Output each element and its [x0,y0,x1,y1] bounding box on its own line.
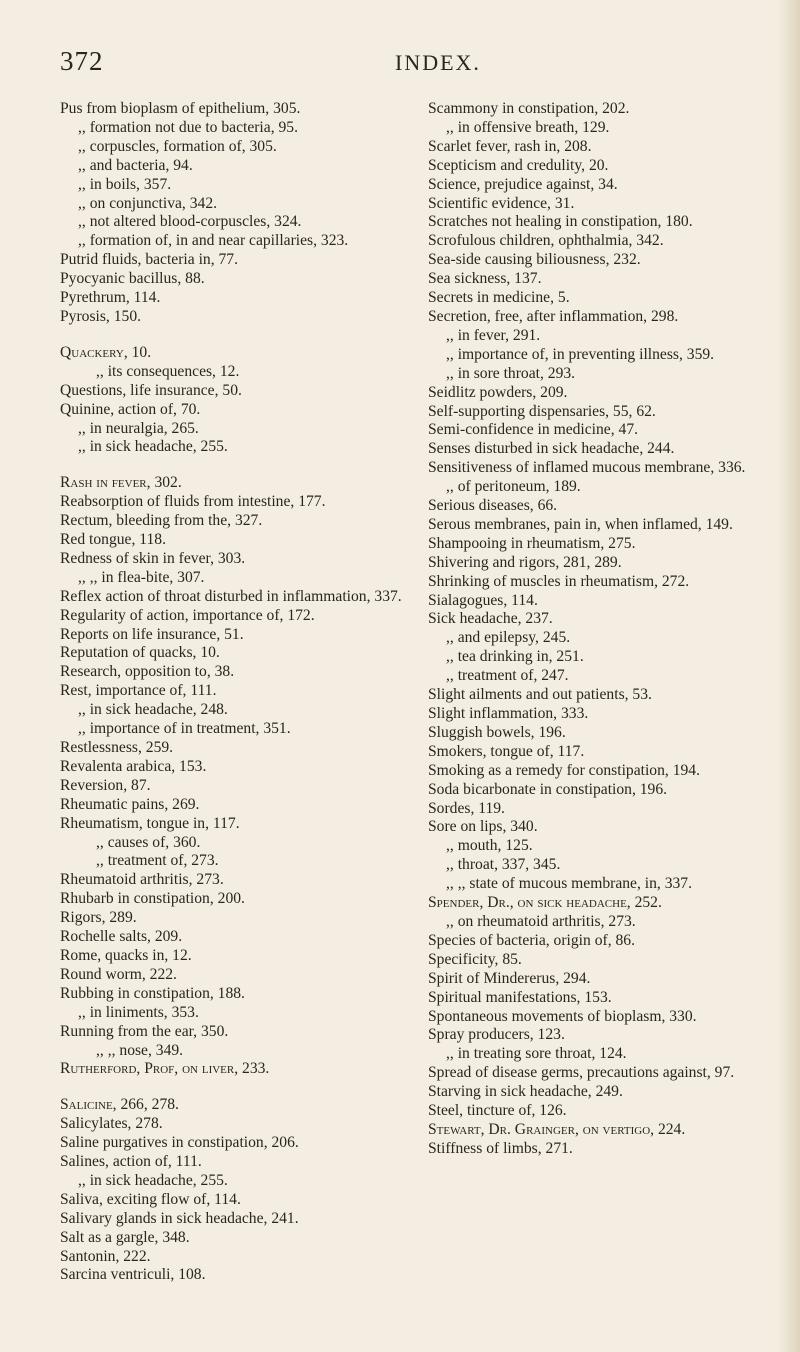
index-entry: Stiffness of limbs, 271. [428,1139,573,1157]
index-entry: Sick headache, 237. [428,610,553,628]
index-entry: Sarcina ventriculi, 108. [60,1266,206,1284]
index-column-left [60,100,412,1285]
index-entry: Steel, tincture of, 126. [428,1102,567,1120]
index-entry: ,, on conjunctiva, 342. [78,194,218,212]
index-entry: Salicine, 266, 278. [60,1096,179,1114]
index-entry: Rigors, 289. [60,909,137,927]
index-entry: Research, opposition to, 38. [60,663,235,681]
index-entry: Pyocyanic bacillus, 88. [60,270,205,288]
index-entry: ,, not altered blood-corpuscles, 324. [78,213,302,231]
index-entry: Soda bicarbonate in constipation, 196. [428,780,668,798]
index-entry: Rash in fever, 302. [60,474,182,492]
index-entry: Rheumatoid arthritis, 273. [60,871,224,889]
index-entry: ,, throat, 337, 345. [446,856,561,874]
index-entry: ,, in sick headache, 248. [78,701,228,719]
running-head: INDEX. [395,50,481,75]
index-entry: Rhubarb in constipation, 200. [60,890,245,908]
index-entry: Secrets in medicine, 5. [428,289,570,307]
index-entry: Regularity of action, importance of, 172. [60,606,315,624]
index-entry: Reabsorption of fluids from intestine, 177. [60,493,326,511]
index-entry: Serous membranes, pain in, when inflamed, 149. [428,515,733,533]
index-entry: ,, treatment of, 273. [96,852,219,870]
index-entry: Scepticism and credulity, 20. [428,156,609,174]
index-entry: Rutherford, Prof, on liver, 233. [60,1060,270,1078]
page-number: 372 [60,46,104,76]
index-entry: ,, and epilepsy, 245. [446,629,571,647]
index-entry: Sea sickness, 137. [428,270,542,288]
index-entry: Scrofulous children, ophthalmia, 342. [428,232,664,250]
index-entry: Scammony in constipation, 202. [428,100,630,117]
index-entry: Science, prejudice against, 34. [428,175,618,193]
index-entry: Reflex action of throat disturbed in inflammation, 337. [60,587,402,605]
index-entry: ,, formation of, in and near capillaries, 323. [78,232,349,250]
index-entry: Semi-confidence in medicine, 47. [428,421,639,439]
index-entry: Sialagogues, 114. [428,591,538,609]
index-entry: ,, in sore throat, 293. [446,364,576,382]
index-entry: Rome, quacks in, 12. [60,946,192,964]
index-entry: Red tongue, 118. [60,531,166,549]
index-entry: Salines, action of, 111. [60,1153,202,1171]
index-entry: Spread of disease germs, precautions against, 97. [428,1064,735,1082]
index-entry: Serious diseases, 66. [428,497,558,515]
index-entry: Secretion, free, after inflammation, 298. [428,307,679,325]
index-entry: Rubbing in constipation, 188. [60,984,245,1002]
index-entry: Running from the ear, 350. [60,1022,229,1040]
index-entry: Quinine, action of, 70. [60,400,201,418]
index-entry: ,, in liniments, 353. [78,1003,199,1021]
index-entry: Shivering and rigors, 281, 289. [428,553,622,571]
index-entry: Pus from bioplasm of epithelium, 305. [60,100,301,117]
page-edge-shadow [778,0,800,1352]
index-entry: ,, importance of, in preventing illness, 359. [446,345,715,363]
index-entry: Rheumatic pains, 269. [60,795,200,813]
index-entry: Saline purgatives in constipation, 206. [60,1134,299,1152]
index-entry: Slight inflammation, 333. [428,705,589,722]
index-entry: Senses disturbed in sick headache, 244. [428,440,675,458]
index-entry: Reports on life insurance, 51. [60,625,244,643]
index-entry: ,, in sick headache, 255. [78,1171,228,1189]
index-entry: ,, tea drinking in, 251. [446,648,584,666]
index-entry: ,, mouth, 125. [446,837,533,855]
index-entry: Questions, life insurance, 50. [60,381,242,399]
index-entry: Sensitiveness of inflamed mucous membrane, 336. [428,459,746,477]
index-entry: Santonin, 222. [60,1247,151,1265]
page-header [60,46,750,86]
index-entry: Rheumatism, tongue in, 117. [60,814,240,832]
index-entry: Shampooing in rheumatism, 275. [428,534,636,552]
index-entry: Redness of skin in fever, 303. [60,549,246,567]
index-entry: Sordes, 119. [428,799,505,817]
index-entry: Slight ailments and out patients, 53. [428,686,652,704]
index-entry: Specificity, 85. [428,950,522,968]
index-entry: Starving in sick headache, 249. [428,1083,623,1101]
index-entry: Salt as a gargle, 348. [60,1228,190,1246]
index-entry: Spontaneous movements of bioplasm, 330. [428,1007,697,1025]
index-entry: Reversion, 87. [60,776,151,794]
index-entry: Restlessness, 259. [60,739,174,756]
index-entry: ,, in sick headache, 255. [78,438,228,456]
index-entry: ,, ,, nose, 349. [96,1041,184,1059]
index-entry: ,, its consequences, 12. [96,362,240,380]
index-entry: ,, in treating sore throat, 124. [446,1045,627,1063]
index-entry: Spender, Dr., on sick headache, 252. [428,894,662,912]
index-entry: Stewart, Dr. Grainger, on vertigo, 224. [428,1120,686,1138]
index-entry: Sluggish bowels, 196. [428,723,566,741]
index-entry: Revalenta arabica, 153. [60,757,207,775]
index-entry: Smoking as a remedy for constipation, 194. [428,761,700,779]
index-entry: ,, on rheumatoid arthritis, 273. [446,912,636,930]
index-entry: Spirit of Mindererus, 294. [428,969,591,987]
index-entry: Rectum, bleeding from the, 327. [60,512,263,530]
index-entry: Putrid fluids, bacteria in, 77. [60,251,238,269]
index-entry: ,, ,, state of mucous membrane, in, 337. [446,875,692,893]
index-entry: ,, corpuscles, formation of, 305. [78,137,277,155]
index-entry: Rochelle salts, 209. [60,928,183,946]
index-entry: Shrinking of muscles in rheumatism, 272. [428,572,690,590]
index-entry: ,, in boils, 357. [78,175,172,193]
index-entry: Pyrosis, 150. [60,307,142,325]
index-entry: ,, importance of in treatment, 351. [78,720,291,738]
index-entry: Rest, importance of, 111. [60,682,217,700]
index-entry: ,, treatment of, 247. [446,667,569,685]
index-entry: Seidlitz powders, 209. [428,383,568,401]
index-entry: ,, causes of, 360. [96,833,201,851]
index-entry: ,, of peritoneum, 189. [446,478,581,496]
index-entry: Salicylates, 278. [60,1115,163,1133]
index-entry: Round worm, 222. [60,965,177,983]
index-column-right [428,100,783,1159]
index-entry: Smokers, tongue of, 117. [428,742,585,760]
index-entry: Sea-side causing biliousness, 232. [428,251,641,269]
index-entry: Saliva, exciting flow of, 114. [60,1190,241,1208]
index-entry: ,, ,, in flea-bite, 307. [78,568,205,586]
index-entry: ,, formation not due to bacteria, 95. [78,118,298,136]
index-entry: Quackery, 10. [60,343,152,361]
index-entry: Spray producers, 123. [428,1026,565,1044]
index-entry: Self-supporting dispensaries, 55, 62. [428,402,656,420]
index-entry: Species of bacteria, origin of, 86. [428,931,635,949]
index-entry: ,, and bacteria, 94. [78,156,193,174]
index-entry: Sore on lips, 340. [428,818,538,836]
index-entry: Scientific evidence, 31. [428,194,575,212]
index-entry: Scarlet fever, rash in, 208. [428,137,592,155]
index-entry: Pyrethrum, 114. [60,289,161,307]
index-entry: Reputation of quacks, 10. [60,644,220,662]
index-entry: Spiritual manifestations, 153. [428,988,612,1006]
index-entry: ,, in offensive breath, 129. [446,118,610,136]
index-entry: ,, in neuralgia, 265. [78,419,199,437]
index-entry: Salivary glands in sick headache, 241. [60,1209,299,1227]
index-entry: Scratches not healing in constipation, 180. [428,213,693,231]
index-entry: ,, in fever, 291. [446,326,541,344]
